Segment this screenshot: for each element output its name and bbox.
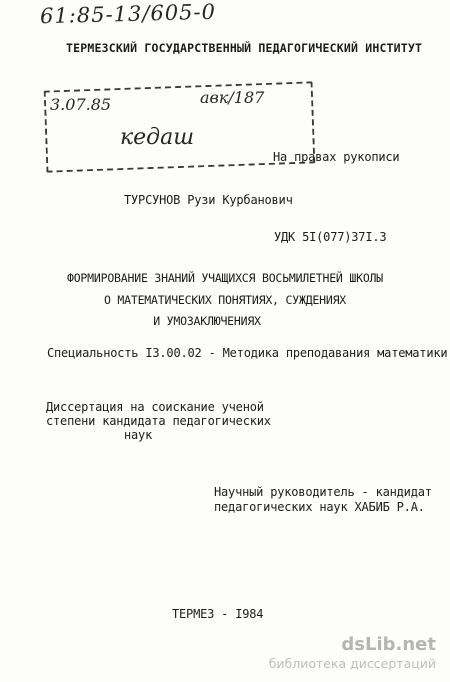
dissertation-note-line-3: наук	[124, 428, 153, 442]
institute-name: ТЕРМЕЗСКИЙ ГОСУДАРСТВЕННЫЙ ПЕДАГОГИЧЕСКИЙ ИНСТИТУТ	[66, 41, 423, 55]
dslib-watermark-subtitle: библиотека диссертаций	[268, 656, 436, 671]
archive-number-handwritten: 61:85-13/605-0	[39, 0, 217, 29]
supervisor-line-2: педагогических наук ХАБИБ Р.А.	[214, 500, 425, 514]
udk-code: УДК 5I(077)37I.3	[274, 230, 387, 244]
author-name: ТУРСУНОВ Рузи Курбанович	[124, 193, 293, 207]
dissertation-note-line-2: степени кандидата педагогических	[46, 414, 271, 428]
city-year: ТЕРМЕЗ - I984	[172, 607, 264, 621]
thesis-title-line-3: И УМОЗАКЛЮЧЕНИЯХ	[153, 314, 261, 328]
dslib-watermark-logo: dsLib.net	[341, 634, 436, 655]
specialty-line: Специальность I3.00.02 - Методика преподавания математики	[47, 346, 448, 360]
thesis-title-line-2: О МАТЕМАТИЧЕСКИХ ПОНЯТИЯХ, СУЖДЕНИЯХ	[103, 293, 347, 307]
stamp-code: авк/187	[200, 88, 265, 107]
dissertation-note-line-1: Диссертация на соискание ученой	[46, 400, 264, 414]
supervisor-line-1: Научный руководитель - кандидат	[214, 485, 432, 499]
manuscript-rights-note: На правах рукописи	[273, 150, 400, 164]
stamp-date: 3.07.85	[50, 95, 112, 114]
thesis-title-line-1: ФОРМИРОВАНИЕ ЗНАНИЙ УЧАЩИХСЯ ВОСЬМИЛЕТНЕЙ ШКОЛЫ	[66, 271, 383, 285]
stamp-signature: кедаш	[120, 125, 195, 150]
